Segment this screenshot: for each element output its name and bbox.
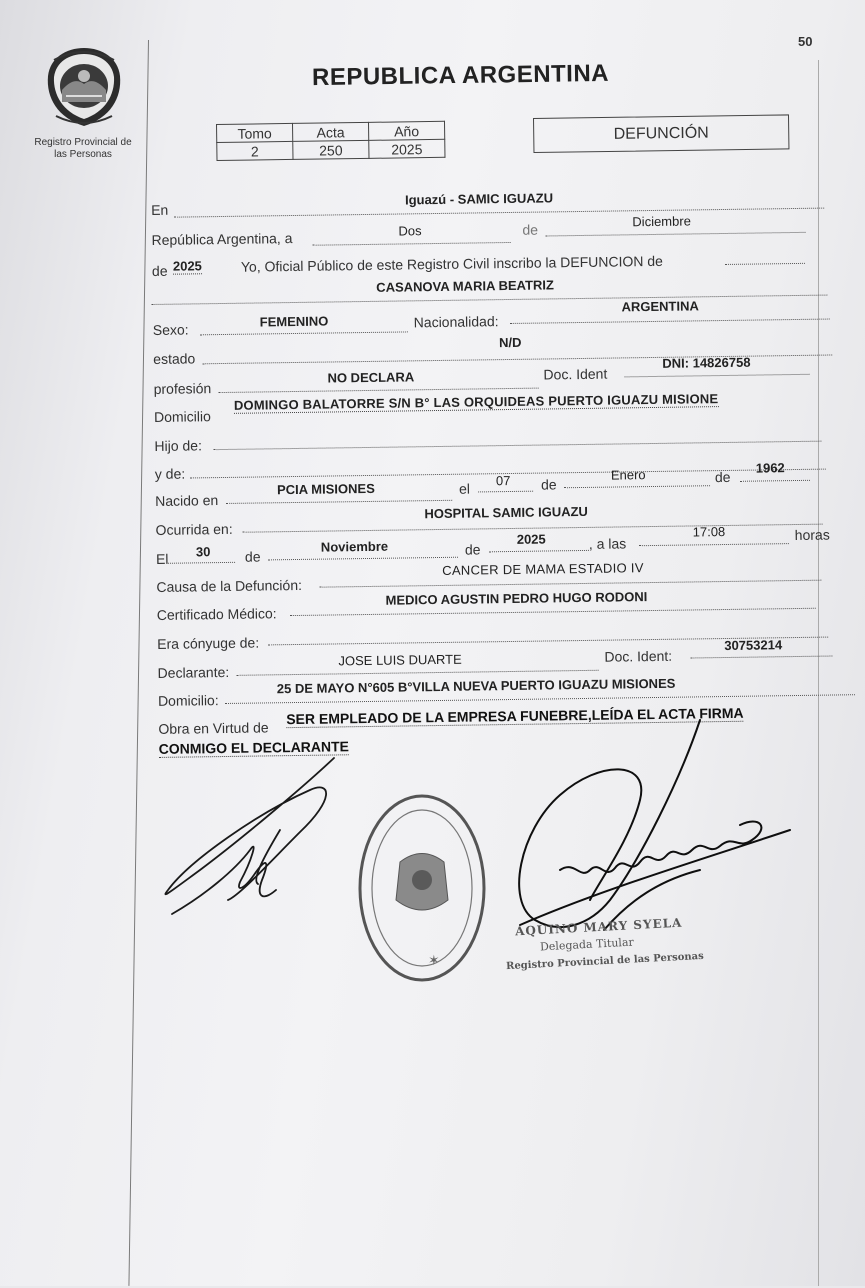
causa-value: CANCER DE MAMA ESTADIO IV: [442, 560, 644, 578]
intro-text: Yo, Oficial Público de este Registro Civil inscribo la DEFUNCION de: [240, 252, 663, 275]
domicilio-label-2: Domicilio:: [157, 692, 219, 709]
place-value: Iguazú - SAMIC IGUAZU: [404, 190, 554, 208]
officer-name: AQUINO MARY SYELA: [514, 915, 683, 939]
certificado-label: Certificado Médico:: [156, 605, 277, 623]
declarant-signature: [165, 758, 334, 914]
doc-ident-label-2: Doc. Ident:: [604, 647, 673, 665]
el-label: el: [458, 480, 471, 497]
sexo-label: Sexo:: [152, 321, 189, 338]
profesion-value: NO DECLARA: [327, 369, 415, 386]
nacionalidad-label: Nacionalidad:: [413, 313, 499, 331]
obra-label: Obra en Virtud de: [158, 719, 269, 737]
death-time: 17:08: [692, 524, 726, 540]
horas-label: horas: [794, 526, 830, 544]
declarante-doc: 30753214: [724, 637, 783, 654]
tomo-header: Tomo: [217, 123, 293, 142]
anio-header: Año: [368, 121, 444, 140]
nacido-value: PCIA MISIONES: [276, 480, 375, 498]
seal-star: ✶: [428, 953, 440, 969]
republica-label: República Argentina, a: [151, 230, 293, 248]
day-value: Dos: [398, 223, 422, 239]
official-seal: [360, 796, 484, 980]
de-label-5: de: [244, 548, 261, 565]
declarante-value: JOSE LUIS DUARTE: [338, 651, 462, 669]
domicilio-value: DOMINGO BALATORRE S/N B° LAS ORQUIDEAS PUERTO IGUAZU MISIONE: [233, 391, 719, 413]
record-type-box: DEFUNCIÓN: [533, 114, 789, 153]
a-las-label: , a las: [588, 535, 627, 552]
conyuge-label: Era cónyuge de:: [157, 634, 260, 652]
domicilio-label: Domicilio: [153, 408, 211, 425]
obra-value-line1: SER EMPLEADO DE LA EMPRESA FUNEBRE,LEÍDA EL ACTA FIRMA: [286, 704, 744, 728]
de-label-2: de: [151, 262, 168, 279]
de-label-4: de: [714, 468, 731, 486]
officer-signature: [519, 720, 790, 930]
nacido-label: Nacido en: [155, 492, 219, 509]
nacionalidad-value: ARGENTINA: [621, 298, 699, 315]
ocurrida-value: HOSPITAL SAMIC IGUAZU: [424, 503, 588, 522]
ocurrida-label: Ocurrida en:: [155, 520, 233, 538]
certificado-value: MEDICO AGUSTIN PEDRO HUGO RODONI: [385, 589, 648, 608]
sexo-value: FEMENINO: [259, 313, 329, 330]
anio-value: 2025: [369, 139, 445, 158]
estado-label: estado: [153, 350, 196, 367]
birth-month: Enero: [610, 467, 646, 483]
tomo-value: 2: [217, 141, 293, 160]
profesion-label: profesión: [153, 380, 212, 397]
page-number: 50: [798, 34, 813, 49]
causa-label: Causa de la Defunción:: [156, 576, 303, 595]
yde-label: y de:: [154, 465, 186, 482]
logo-caption-line-1: Registro Provincial de: [34, 137, 132, 148]
el-label-2: El: [155, 550, 169, 567]
doc-ident-value: DNI: 14826758: [662, 354, 751, 371]
document-title: REPUBLICA ARGENTINA: [311, 59, 610, 92]
declarante-label: Declarante:: [157, 663, 230, 681]
de-label-3: de: [540, 476, 557, 493]
death-year: 2025: [516, 531, 546, 547]
death-month: Noviembre: [320, 538, 389, 555]
office-name: Registro Provincial de las Personas: [505, 950, 705, 973]
month-value: Diciembre: [632, 213, 691, 230]
officer-title: Delegada Titular: [539, 935, 635, 954]
estado-value: N/D: [498, 334, 522, 351]
year-value: 2025: [172, 258, 202, 274]
doc-ident-label: Doc. Ident: [543, 365, 608, 383]
obra-value-line2: CONMIGO EL DECLARANTE: [158, 738, 350, 757]
declarante-domicilio: 25 DE MAYO N°605 B°VILLA NUEVA PUERTO IGUAZU MISIONES: [276, 675, 676, 697]
acta-header: Acta: [292, 122, 368, 141]
death-day: 30: [195, 544, 211, 560]
en-label: En: [151, 201, 169, 218]
deceased-name: CASANOVA MARIA BEATRIZ: [376, 277, 555, 295]
birth-year: 1962: [755, 460, 785, 476]
de-label-6: de: [464, 541, 481, 558]
logo-caption-line-2: las Personas: [54, 149, 112, 160]
hijo-label: Hijo de:: [154, 437, 203, 454]
birth-day: 07: [495, 472, 511, 489]
acta-value: 250: [293, 140, 369, 159]
de-label-1: de: [522, 221, 539, 238]
